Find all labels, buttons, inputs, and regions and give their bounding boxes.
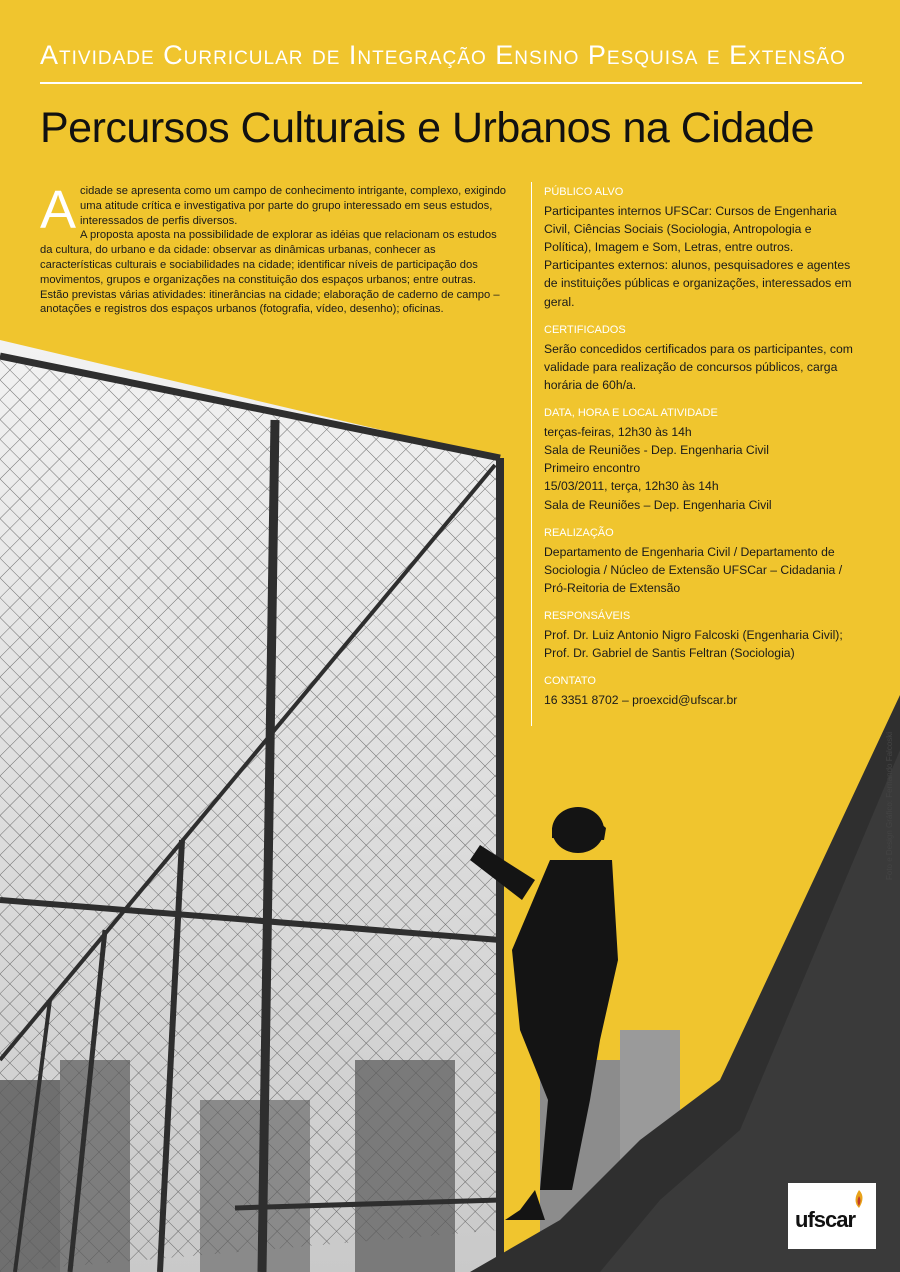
intro-paragraph-3: Estão previstas várias atividades: itinerâncias na cidade; elaboração de caderno de campo – anotações e registros dos espaços urbanos (fotografia, vídeo, desenho); oficinas. — [40, 288, 500, 316]
section-body: Departamento de Engenharia Civil / Departamento de Sociologia / Núcleo de Extensão UFSCar – Cidadania / Pró-Reitoria de Extensão — [544, 544, 843, 595]
section-realizacao — [544, 524, 854, 597]
page-title: Percursos Culturais e Urbanos na Cidade — [40, 104, 815, 152]
section-contato — [544, 672, 854, 709]
section-body: Participantes internos UFSCar: Cursos de Engenharia Civil, Ciências Sociais (Sociologia, Antropologia e Política), Imagem e Som, Letras, entre outros. Participantes externos: alunos, pesquisadores e agentes de instituições públicas e organizações, interessados em geral. — [544, 204, 852, 309]
intro-text — [40, 180, 510, 317]
section-heading: REALIZAÇÃO — [544, 526, 614, 539]
section-data — [544, 404, 854, 514]
section-heading: CONTATO — [544, 675, 596, 688]
ufscar-logo-text: ufscar — [795, 1207, 856, 1232]
photo-credit: Foto e Design Gráfico: Fernando Falcoski — [885, 731, 894, 880]
section-heading: RESPONSÁVEIS — [544, 609, 631, 622]
responsible-line: Prof. Dr. Gabriel de Santis Feltran (Sociologia) — [544, 646, 795, 661]
contact-info: 16 3351 8702 – proexcid@ufscar.br — [544, 693, 738, 708]
schedule-line: Sala de Reuniões - Dep. Engenharia Civil — [544, 443, 769, 458]
schedule-line: Sala de Reuniões – Dep. Engenharia Civil — [544, 497, 772, 512]
section-body: Serão concedidos certificados para os participantes, com validade para realização de concursos públicos, carga horária de 60h/a. — [544, 341, 853, 392]
section-responsaveis — [544, 607, 854, 662]
supertitle: Atividade Curricular de Integração Ensino Pesquisa e Extensão — [40, 40, 846, 70]
section-certificados — [544, 321, 854, 394]
column-divider — [531, 182, 532, 726]
flame-icon — [848, 1188, 870, 1210]
title-divider — [40, 82, 862, 84]
schedule-line: terças-feiras, 12h30 às 14h — [544, 425, 692, 440]
info-column — [544, 183, 854, 719]
section-heading: PÚBLICO ALVO — [544, 186, 624, 198]
intro-paragraph-1: cidade se apresenta como um campo de conhecimento intrigante, complexo, exigindo uma atitude crítica e investigativa por parte do grupo interessado em seus estudos, interessados de perfis diversos. — [80, 185, 507, 227]
schedule-line: Primeiro encontro — [544, 461, 641, 476]
schedule-line: 15/03/2011, terça, 12h30 às 14h — [544, 479, 719, 494]
dropcap: A — [40, 180, 77, 240]
section-heading: DATA, HORA E LOCAL ATIVIDADE — [544, 407, 718, 420]
section-heading: CERTIFICADOS — [544, 323, 626, 336]
section-publico — [544, 183, 854, 311]
intro-paragraph-2: A proposta aposta na possibilidade de explorar as idéias que relacionam os estudos da cultura, do urbano e da cidade: observar as dinâmicas urbanas, conhecer as características culturais e sociabilidades na cidade; identificar níveis de participação dos movimentos, grupos e organizações na constituição dos espaços urbanos; entre outras. — [40, 229, 497, 286]
responsible-line: Prof. Dr. Luiz Antonio Nigro Falcoski (Engenharia Civil); — [544, 628, 843, 643]
